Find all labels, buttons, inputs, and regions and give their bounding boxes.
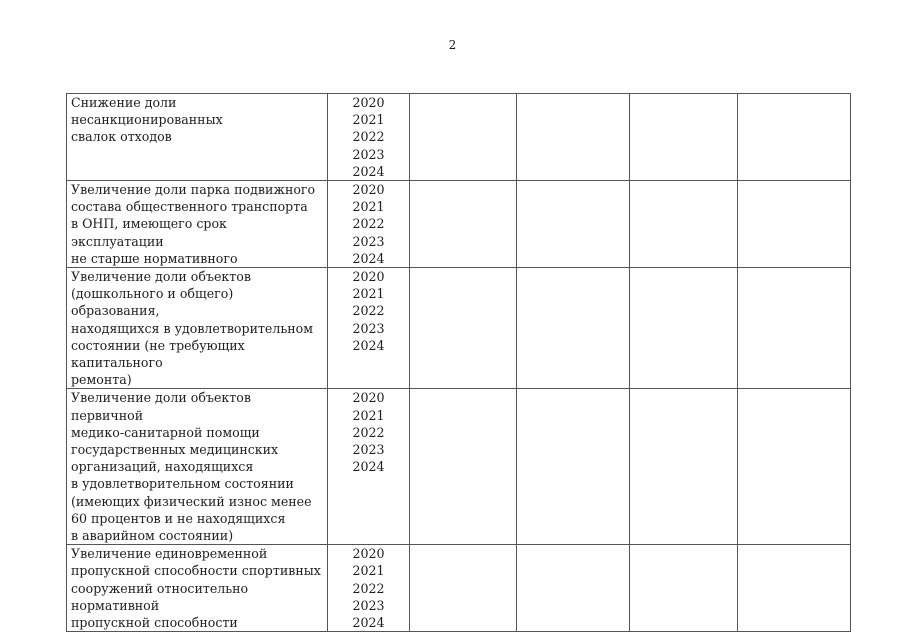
- empty-cell: [738, 545, 851, 632]
- indicators-table: [66, 93, 851, 632]
- year: 2023: [352, 320, 385, 336]
- year: 2023: [352, 146, 385, 162]
- empty-cell: [410, 94, 517, 181]
- empty-cell: [738, 180, 851, 267]
- empty-cell: [410, 180, 517, 267]
- years-cell: [328, 94, 410, 181]
- year: 2022: [352, 580, 385, 596]
- empty-cell: [630, 389, 738, 545]
- empty-cell: [630, 267, 738, 388]
- table-row: [67, 545, 851, 632]
- year: 2021: [352, 286, 385, 302]
- year: 2024: [352, 163, 385, 179]
- year: 2021: [352, 563, 385, 579]
- empty-cell: [630, 545, 738, 632]
- indicator-name: Увеличение доли объектов первичной медико-санитарной помощи государственных медицинских организаций, находящихся в удовлетворительном состоянии (имеющих физический износ менее 60 процентов и не находящихся в аварийном состоянии): [67, 389, 328, 545]
- indicator-name: Увеличение доли парка подвижного состава общественного транспорта в ОНП, имеющего срок эксплуатации не старше нормативного: [67, 180, 328, 267]
- years-cell: [328, 545, 410, 632]
- year: 2024: [352, 250, 385, 266]
- table-row: [67, 389, 851, 545]
- year: 2023: [352, 441, 385, 457]
- page-number: 2: [448, 38, 457, 52]
- empty-cell: [410, 267, 517, 388]
- year: 2020: [352, 181, 385, 197]
- year: 2020: [352, 390, 385, 406]
- empty-cell: [738, 94, 851, 181]
- year: 2024: [352, 337, 385, 353]
- empty-cell: [410, 389, 517, 545]
- table-row: [67, 94, 851, 181]
- years-cell: [328, 389, 410, 545]
- year: 2021: [352, 407, 385, 423]
- empty-cell: [517, 180, 630, 267]
- indicator-name: Увеличение единовременной пропускной способности спортивных сооружений относительно нормативной пропускной способности: [67, 545, 328, 632]
- year: 2023: [352, 233, 385, 249]
- year: 2020: [352, 268, 385, 284]
- year: 2020: [352, 546, 385, 562]
- empty-cell: [410, 545, 517, 632]
- table-row: [67, 267, 851, 388]
- year: 2022: [352, 303, 385, 319]
- empty-cell: [517, 545, 630, 632]
- year: 2021: [352, 199, 385, 215]
- year: 2023: [352, 597, 385, 613]
- empty-cell: [738, 267, 851, 388]
- empty-cell: [517, 267, 630, 388]
- year: 2021: [352, 112, 385, 128]
- empty-cell: [630, 180, 738, 267]
- year: 2022: [352, 424, 385, 440]
- year: 2022: [352, 129, 385, 145]
- years-cell: [328, 267, 410, 388]
- empty-cell: [738, 389, 851, 545]
- table-row: [67, 180, 851, 267]
- year: 2024: [352, 614, 385, 630]
- empty-cell: [517, 94, 630, 181]
- indicator-name: Увеличение доли объектов (дошкольного и общего) образования, находящихся в удовлетворительном состоянии (не требующих капитального ремонта): [67, 267, 328, 388]
- indicator-name: Снижение доли несанкционированных свалок отходов: [67, 94, 328, 181]
- year: 2020: [352, 95, 385, 110]
- empty-cell: [630, 94, 738, 181]
- year: 2024: [352, 459, 385, 475]
- year: 2022: [352, 216, 385, 232]
- empty-cell: [517, 389, 630, 545]
- years-cell: [328, 180, 410, 267]
